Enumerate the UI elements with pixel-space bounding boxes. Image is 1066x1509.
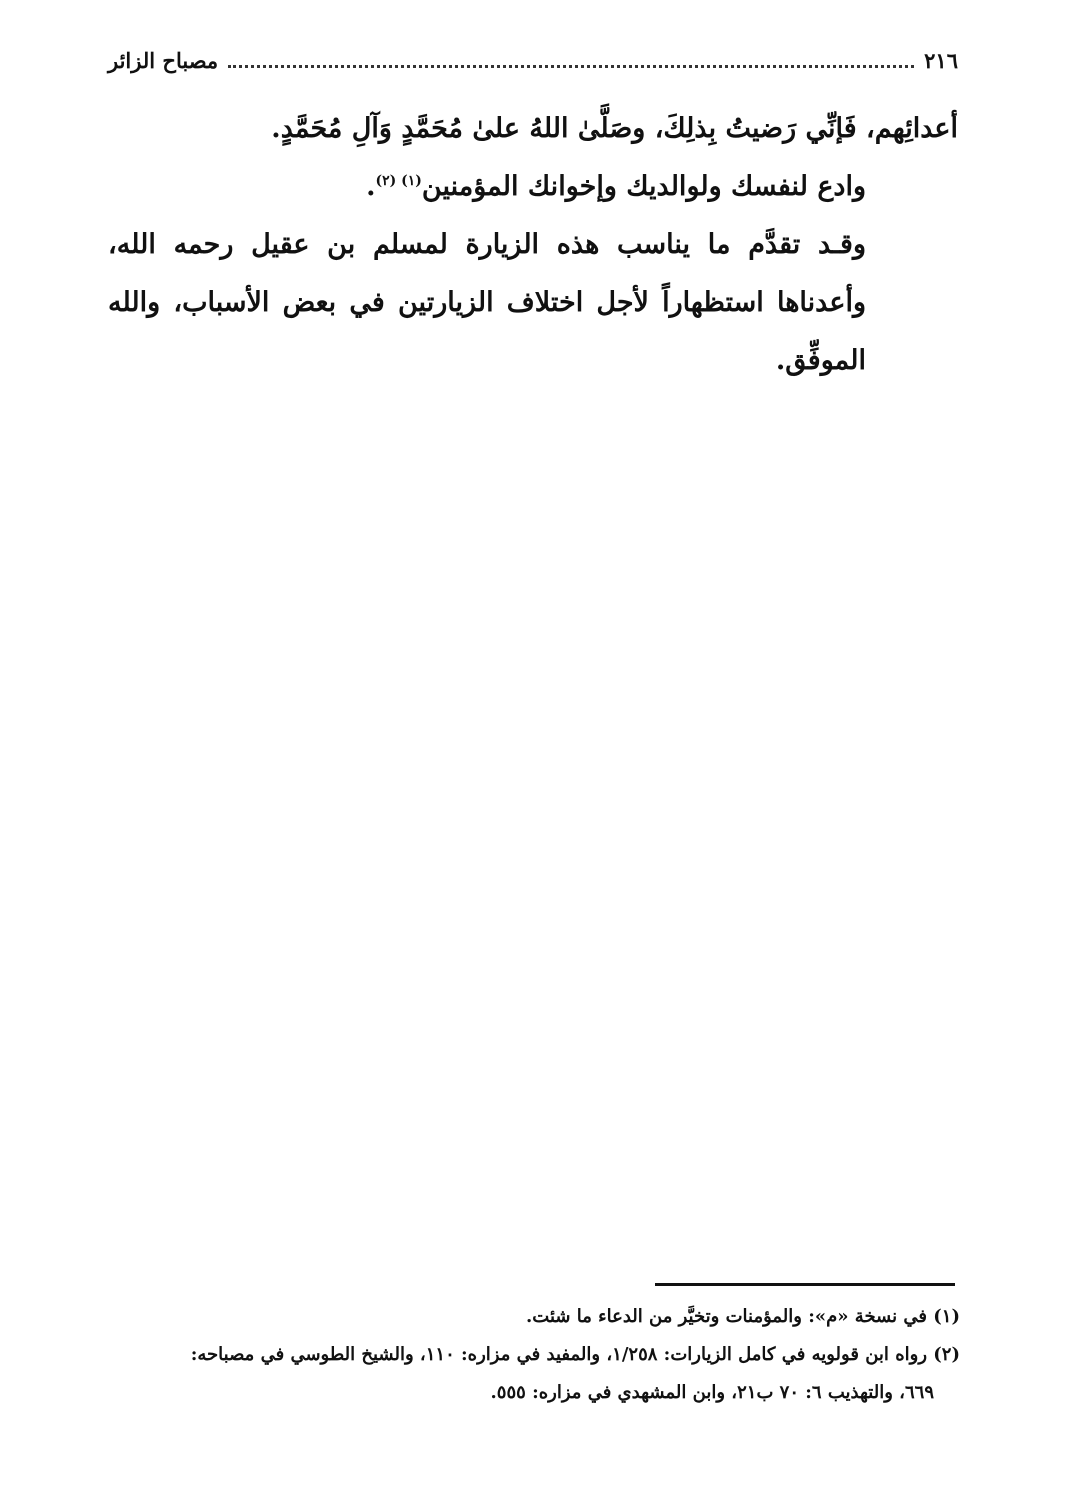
supplication-text: وادع لنفسك ولوالديك وإخوانك المؤمنين <box>421 171 866 202</box>
footnote-1: (١) في نسخة «م»: والمؤمنات وتخيَّر من الدعاء ما شئت. <box>526 1306 960 1327</box>
page-number: ٢١٦ <box>924 47 958 73</box>
footnote-2-line-2: ٦٦٩، والتهذيب ٦: ٧٠ ب٢١، وابن المشهدي في مزاره: ٥٥٥. <box>490 1382 934 1403</box>
book-title: مصباح الزائر <box>108 47 219 73</box>
footnote-2-line-1: (٢) رواه ابن قولويه في كامل الزيارات: ١/٢٥٨، والمفيد في مزاره: ١١٠، والشيخ الطوسي في مصباحه: <box>190 1344 960 1365</box>
main-text <box>108 100 958 390</box>
paragraph-note: وقـد تقدَّم ما يناسب هذه الزيارة لمسلم بن عقيل رحمه الله، وأعدناها استظهاراً لأجل اختلاف الزيارتين في بعض الأسباب، والله الموفِّق. <box>108 229 866 376</box>
footnote-separator <box>655 1283 955 1286</box>
text-line-prayer-end: أعدائِهم، فَإنِّي رَضيتُ بِذلِكَ، وصَلَّىٰ اللهُ علىٰ مُحَمَّدٍ وَآلِ مُحَمَّدٍ. <box>271 113 958 144</box>
running-header <box>108 40 958 80</box>
dotted-leader <box>228 53 914 68</box>
footnotes <box>108 1298 960 1412</box>
sentence-end: . <box>366 171 376 202</box>
footnote-refs: (١) (٢) <box>375 173 422 189</box>
text-line-supplication <box>108 158 958 216</box>
